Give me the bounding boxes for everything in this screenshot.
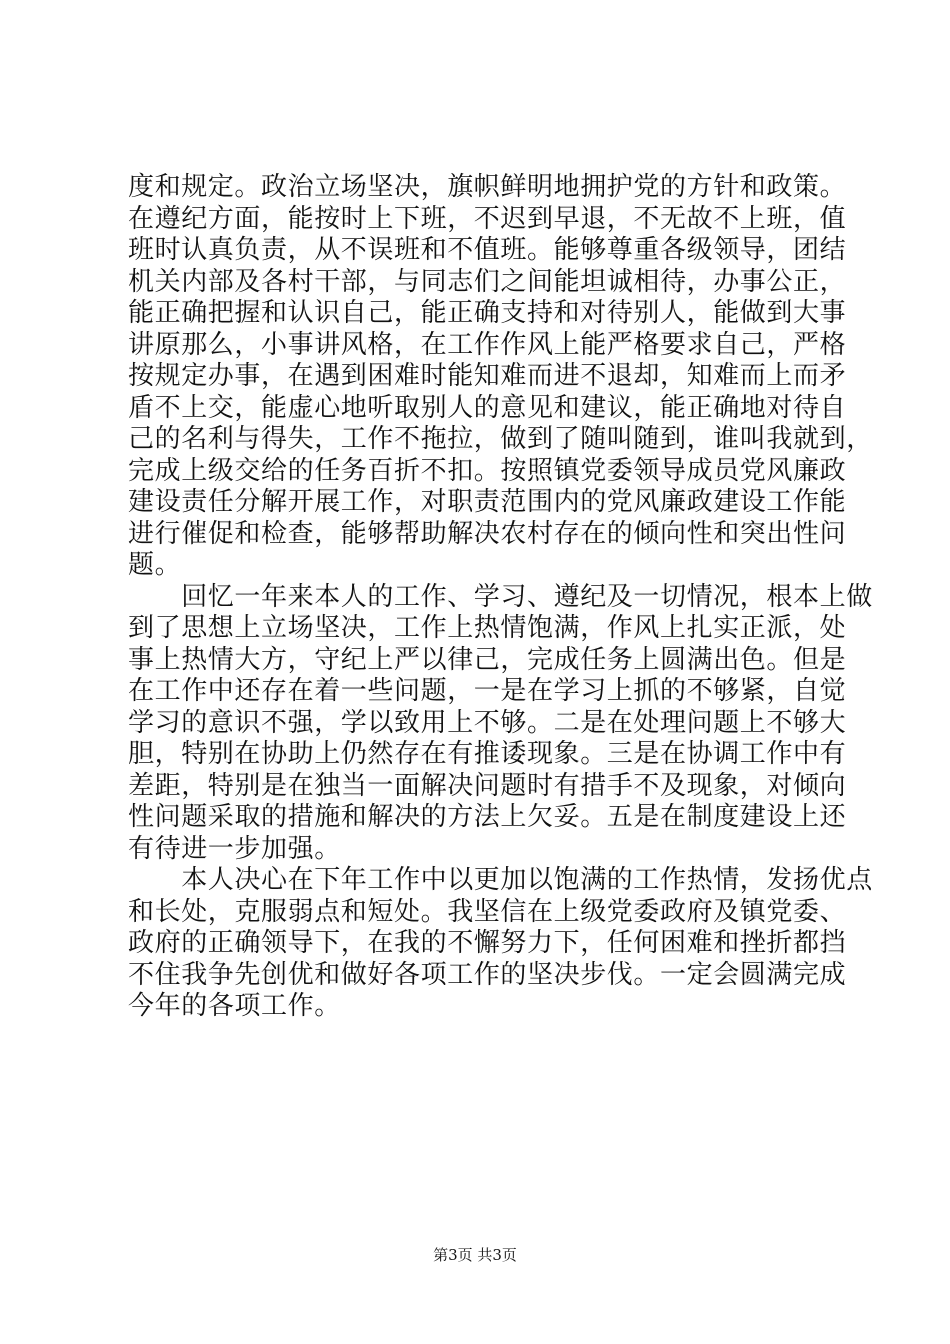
body-text <box>128 172 873 1023</box>
text-line: 不住我争先创优和做好各项工作的坚决步伐。一定会圆满完成 <box>128 959 847 990</box>
text-line: 在遵纪方面，能按时上下班，不迟到早退，不无故不上班，值 <box>128 203 847 234</box>
text-line: 性问题采取的措施和解决的方法上欠妥。五是在制度建设上还 <box>128 802 847 832</box>
text-line: 有待进一步加强。 <box>128 833 341 864</box>
text-line: 能正确把握和认识自己，能正确支持和对待别人，能做到大事 <box>128 298 847 328</box>
text-line: 回忆一年来本人的工作、学习、遵纪及一切情况，根本上做 <box>128 581 873 612</box>
text-line: 进行催促和检查，能够帮助解决农村存在的倾向性和突出性问 <box>128 518 847 549</box>
text-line: 题。 <box>128 550 182 580</box>
text-line: 和长处，克服弱点和短处。我坚信在上级党委政府及镇党委、 <box>128 896 847 927</box>
text-line: 学习的意识不强，学以致用上不够。二是在处理问题上不够大 <box>128 707 847 738</box>
text-line: 本人决心在下年工作中以更加以饱满的工作热情，发扬优点 <box>128 865 873 895</box>
text-line: 政府的正确领导下，在我的不懈努力下，任何困难和挫折都挡 <box>128 928 847 958</box>
text-line: 建设责任分解开展工作，对职责范围内的党风廉政建设工作能 <box>128 487 847 517</box>
text-line: 机关内部及各村干部，与同志们之间能坦诚相待，办事公正， <box>128 266 847 297</box>
page-footer: 第3页 共3页 <box>433 1246 517 1264</box>
text-line: 度和规定。政治立场坚决，旗帜鲜明地拥护党的方针和政策。 <box>128 172 847 202</box>
text-line: 今年的各项工作。 <box>128 991 341 1021</box>
text-line: 差距，特别是在独当一面解决问题时有措手不及现象，对倾向 <box>128 770 847 801</box>
text-line: 胆，特别在协助上仍然存在有推诿现象。三是在协调工作中有 <box>128 739 847 769</box>
text-line: 事上热情大方，守纪上严以律己，完成任务上圆满出色。但是 <box>128 644 847 675</box>
text-line: 按规定办事，在遇到困难时能知难而进不退却，知难而上而矛 <box>128 361 847 391</box>
text-line: 完成上级交给的任务百折不扣。按照镇党委领导成员党风廉政 <box>128 455 847 486</box>
text-line: 己的名利与得失，工作不拖拉，做到了随叫随到，谁叫我就到， <box>128 424 873 454</box>
text-line: 盾不上交，能虚心地听取别人的意见和建议，能正确地对待自 <box>128 392 847 423</box>
text-line: 讲原那么，小事讲风格，在工作作风上能严格要求自己，严格 <box>128 329 847 360</box>
text-line: 在工作中还存在着一些问题，一是在学习上抓的不够紧，自觉 <box>128 676 847 706</box>
text-line: 到了思想上立场坚决，工作上热情饱满，作风上扎实正派，处 <box>128 613 847 643</box>
text-line: 班时认真负责，从不误班和不值班。能够尊重各级领导，团结 <box>128 235 847 265</box>
